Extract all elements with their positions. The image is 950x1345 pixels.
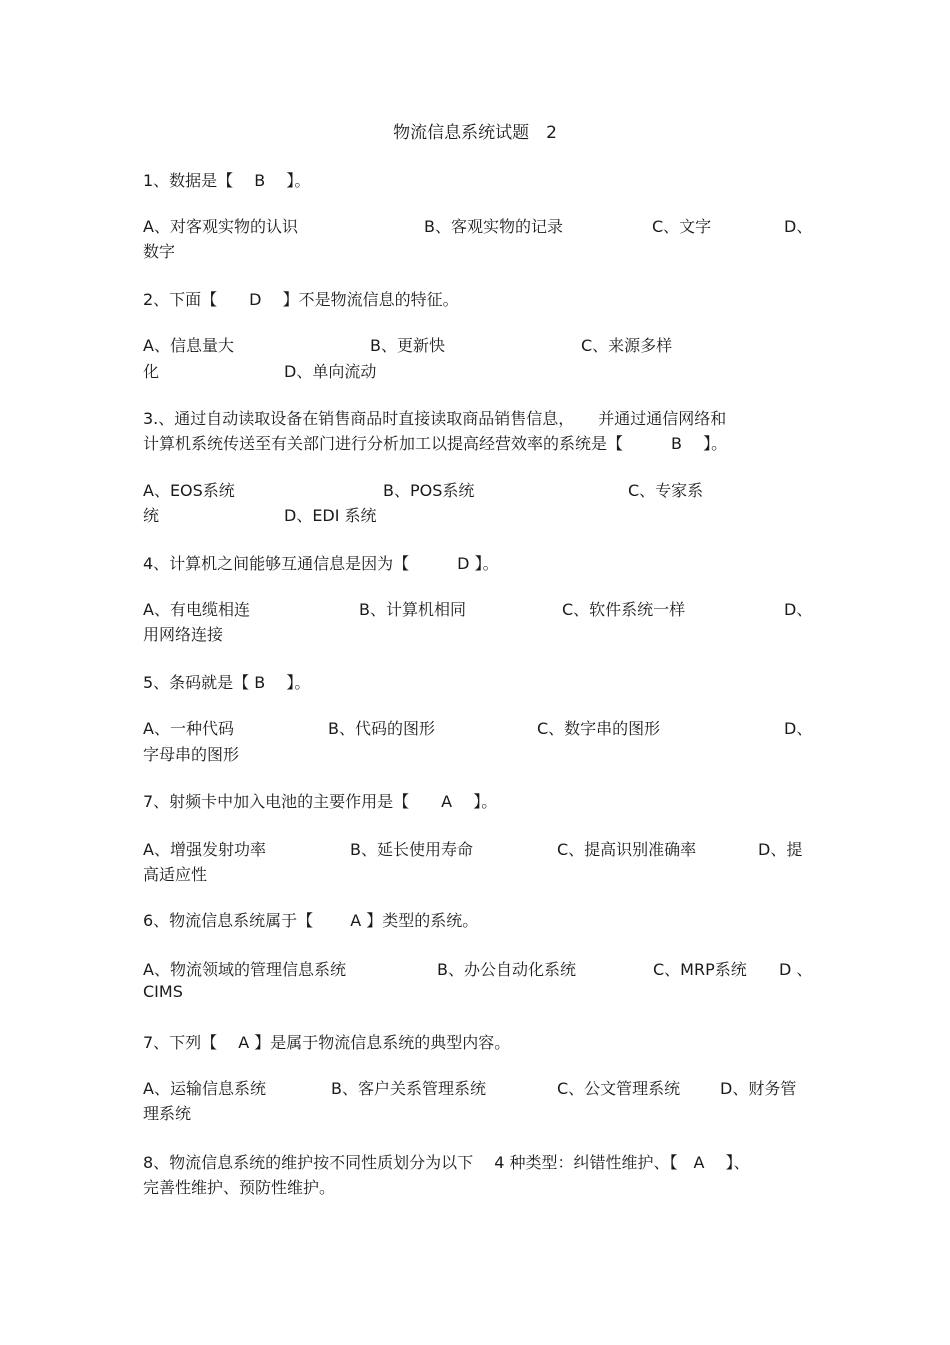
question-stem: 5、条码就是【 B 】。: [143, 673, 311, 692]
option-a: A、EOS系统: [143, 481, 235, 500]
option-d: D 、: [779, 960, 813, 979]
option-b: B、客户关系管理系统: [331, 1079, 486, 1098]
option-d: D、EDI 系统: [284, 506, 377, 525]
page-title: 物流信息系统试题 2: [393, 123, 557, 143]
option-d: D、: [784, 217, 813, 236]
option-b: B、客观实物的记录: [424, 217, 563, 236]
option-continuation: 用网络连接: [143, 625, 224, 644]
option-continuation: CIMS: [143, 982, 183, 1001]
option-d: D、提: [758, 840, 803, 859]
question-stem: 7、射频卡中加入电池的主要作用是【 A 】。: [143, 792, 498, 811]
option-b: B、办公自动化系统: [437, 960, 576, 979]
option-continuation: 统: [143, 506, 160, 525]
option-continuation: 高适应性: [143, 865, 208, 884]
option-continuation: 数字: [143, 242, 176, 261]
option-continuation: 理系统: [143, 1104, 192, 1123]
option-b: B、POS系统: [383, 481, 475, 500]
option-a: A、信息量大: [143, 336, 234, 355]
option-c: C、来源多样: [581, 336, 673, 355]
option-a: A、一种代码: [143, 719, 234, 738]
question-stem: 2、下面【 D 】不是物流信息的特征。: [143, 290, 459, 309]
question-stem: 8、物流信息系统的维护按不同性质划分为以下 4 种类型：纠错性维护、【 A 】、: [143, 1153, 750, 1172]
option-d: D、: [784, 719, 813, 738]
question-stem-line2: 计算机系统传送至有关部门进行分析加工以提高经营效率的系统是【 B 】。: [143, 434, 728, 453]
option-c: C、专家系: [628, 481, 704, 500]
option-continuation: 化: [143, 362, 160, 381]
option-c: C、软件系统一样: [562, 600, 686, 619]
option-d: D、财务管: [720, 1079, 797, 1098]
question-stem: 7、下列【 A 】是属于物流信息系统的典型内容。: [143, 1033, 511, 1052]
question-stem: 1、数据是【 B 】。: [143, 171, 311, 190]
question-stem: 3.、通过自动读取设备在销售商品时直接读取商品销售信息， 并通过通信网络和: [143, 409, 727, 428]
question-stem: 6、物流信息系统属于【 A 】类型的系统。: [143, 911, 479, 930]
option-c: C、MRP系统: [653, 960, 747, 979]
option-d: D、: [784, 600, 813, 619]
option-a: A、运输信息系统: [143, 1079, 266, 1098]
question-stem-line2: 完善性维护、预防性维护。: [143, 1178, 336, 1197]
option-b: B、代码的图形: [328, 719, 435, 738]
option-c: C、公文管理系统: [557, 1079, 681, 1098]
option-b: B、更新快: [370, 336, 445, 355]
option-c: C、数字串的图形: [537, 719, 661, 738]
option-c: C、提高识别准确率: [557, 840, 697, 859]
option-a: A、对客观实物的认识: [143, 217, 298, 236]
option-a: A、增强发射功率: [143, 840, 266, 859]
option-a: A、物流领域的管理信息系统: [143, 960, 346, 979]
option-b: B、延长使用寿命: [350, 840, 473, 859]
option-continuation: 字母串的图形: [143, 745, 240, 764]
question-stem: 4、计算机之间能够互通信息是因为【 D 】。: [143, 554, 499, 573]
option-c: C、文字: [652, 217, 712, 236]
option-b: B、计算机相同: [359, 600, 466, 619]
option-d: D、单向流动: [284, 362, 377, 381]
option-a: A、有电缆相连: [143, 600, 250, 619]
